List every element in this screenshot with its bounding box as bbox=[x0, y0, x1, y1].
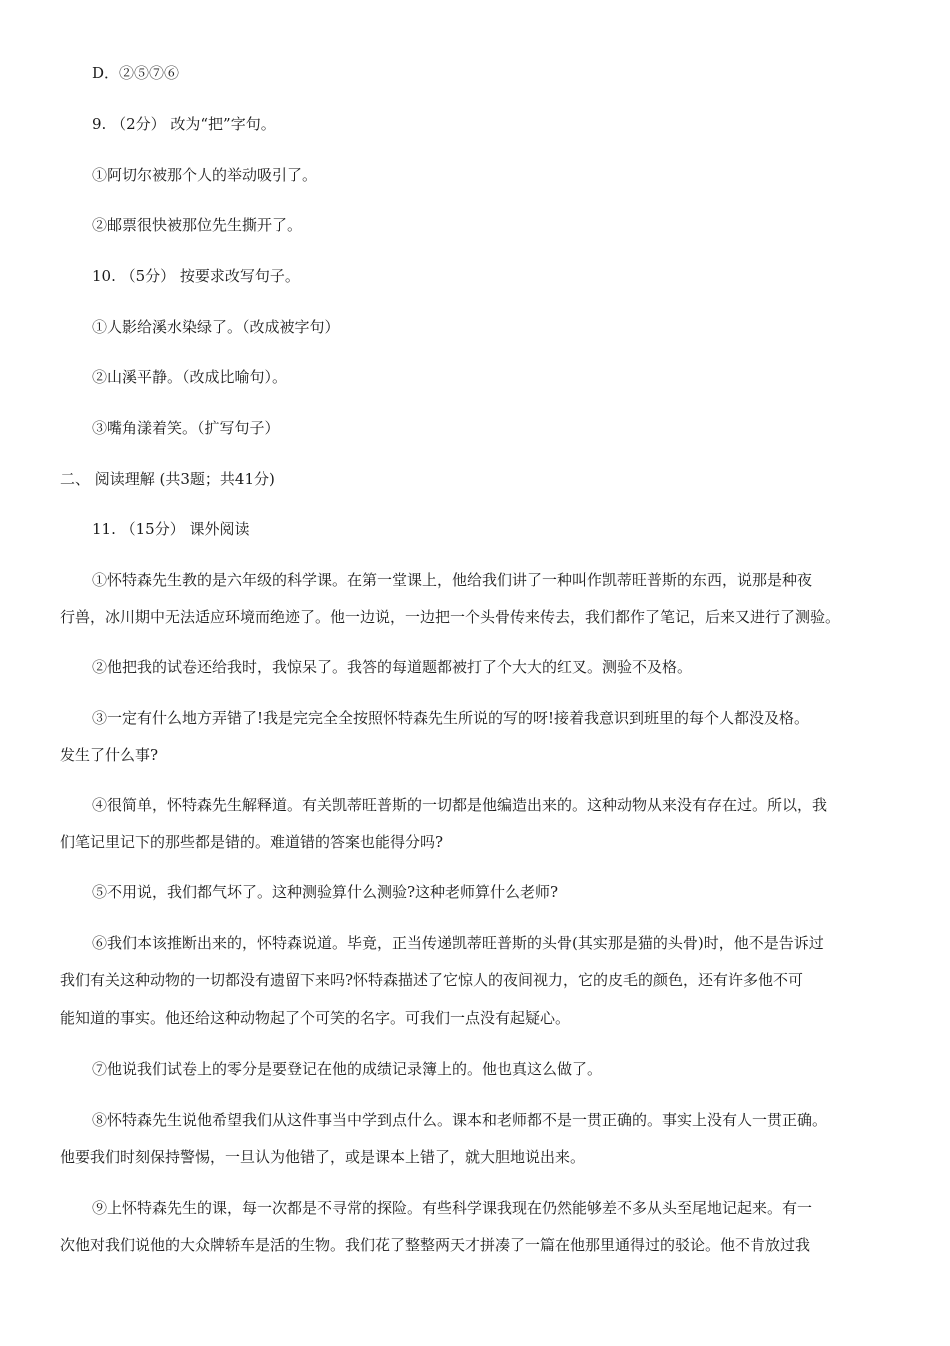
paragraph-line: ⑤不用说，我们都气坏了。这种测验算什么测验?这种老师算什么老师? bbox=[92, 883, 559, 901]
question-9-item-2: ②邮票很快被那位先生撕开了。 bbox=[92, 216, 303, 234]
paragraph-line: 们笔记里记下的那些都是错的。难道错的答案也能得分吗? bbox=[60, 833, 444, 851]
paragraph-line: ①怀特森先生教的是六年级的科学课。在第一堂课上，他给我们讲了一种叫作凯蒂旺普斯的东西，说那是种夜 bbox=[92, 571, 813, 589]
question-10-item-2: ②山溪平静。（改成比喻句）。 bbox=[92, 368, 288, 386]
question-10: 10. （5分） 按要求改写句子。 bbox=[92, 267, 300, 285]
paragraph-line: 次他对我们说他的大众牌轿车是活的生物。我们花了整整两天才拼凑了一篇在他那里通得过的驳论。他不肯放过我 bbox=[60, 1236, 811, 1254]
paragraph-line: ⑦他说我们试卷上的零分是要登记在他的成绩记录簿上的。他也真这么做了。 bbox=[92, 1060, 603, 1078]
paragraph-line: 他要我们时刻保持警惕，一旦认为他错了，或是课本上错了，就大胆地说出来。 bbox=[60, 1148, 586, 1166]
question-9-item-1: ①阿切尔被那个人的举动吸引了。 bbox=[92, 166, 318, 184]
question-9: 9. （2分） 改为“把”字句。 bbox=[92, 115, 276, 133]
paragraph-line: 发生了什么事? bbox=[60, 746, 159, 764]
paragraph-line: ③一定有什么地方弄错了!我是完完全全按照怀特森先生所说的写的呀!接着我意识到班里的每个人都没及格。 bbox=[92, 709, 810, 727]
question-10-item-1: ①人影给溪水染绿了。（改成被字句） bbox=[92, 318, 340, 336]
paragraph-line: ④很简单，怀特森先生解释道。有关凯蒂旺普斯的一切都是他编造出来的。这种动物从来没有存在过。所以，我 bbox=[92, 796, 828, 814]
paragraph-line: 能知道的事实。他还给这种动物起了个可笑的名字。可我们一点没有起疑心。 bbox=[60, 1009, 571, 1027]
paragraph-line: ⑨上怀特森先生的课，每一次都是不寻常的探险。有些科学课我现在仍然能够差不多从头至尾地记起来。有一 bbox=[92, 1199, 813, 1217]
paragraph-line: ②他把我的试卷还给我时，我惊呆了。我答的每道题都被打了个大大的红叉。测验不及格。 bbox=[92, 658, 693, 676]
question-10-item-3: ③嘴角漾着笑。（扩写句子） bbox=[92, 419, 280, 437]
option-d: D．②⑤⑦⑥ bbox=[92, 64, 180, 82]
paragraph-line: 行兽，冰川期中无法适应环境而绝迹了。他一边说，一边把一个头骨传来传去，我们都作了笔记，后来又进行了测验。 bbox=[60, 608, 841, 626]
question-11: 11. （15分） 课外阅读 bbox=[92, 520, 250, 538]
section-2-heading: 二、 阅读理解 (共3题；共41分) bbox=[60, 470, 275, 488]
paragraph-line: 我们有关这种动物的一切都没有遗留下来吗?怀特森描述了它惊人的夜间视力，它的皮毛的颜色，还有许多他不可 bbox=[60, 971, 804, 989]
paragraph-line: ⑥我们本该推断出来的，怀特森说道。毕竟，正当传递凯蒂旺普斯的头骨(其实那是猫的头骨)时，他不是告诉过 bbox=[92, 934, 824, 952]
paragraph-line: ⑧怀特森先生说他希望我们从这件事当中学到点什么。课本和老师都不是一贯正确的。事实上没有人一贯正确。 bbox=[92, 1111, 828, 1129]
